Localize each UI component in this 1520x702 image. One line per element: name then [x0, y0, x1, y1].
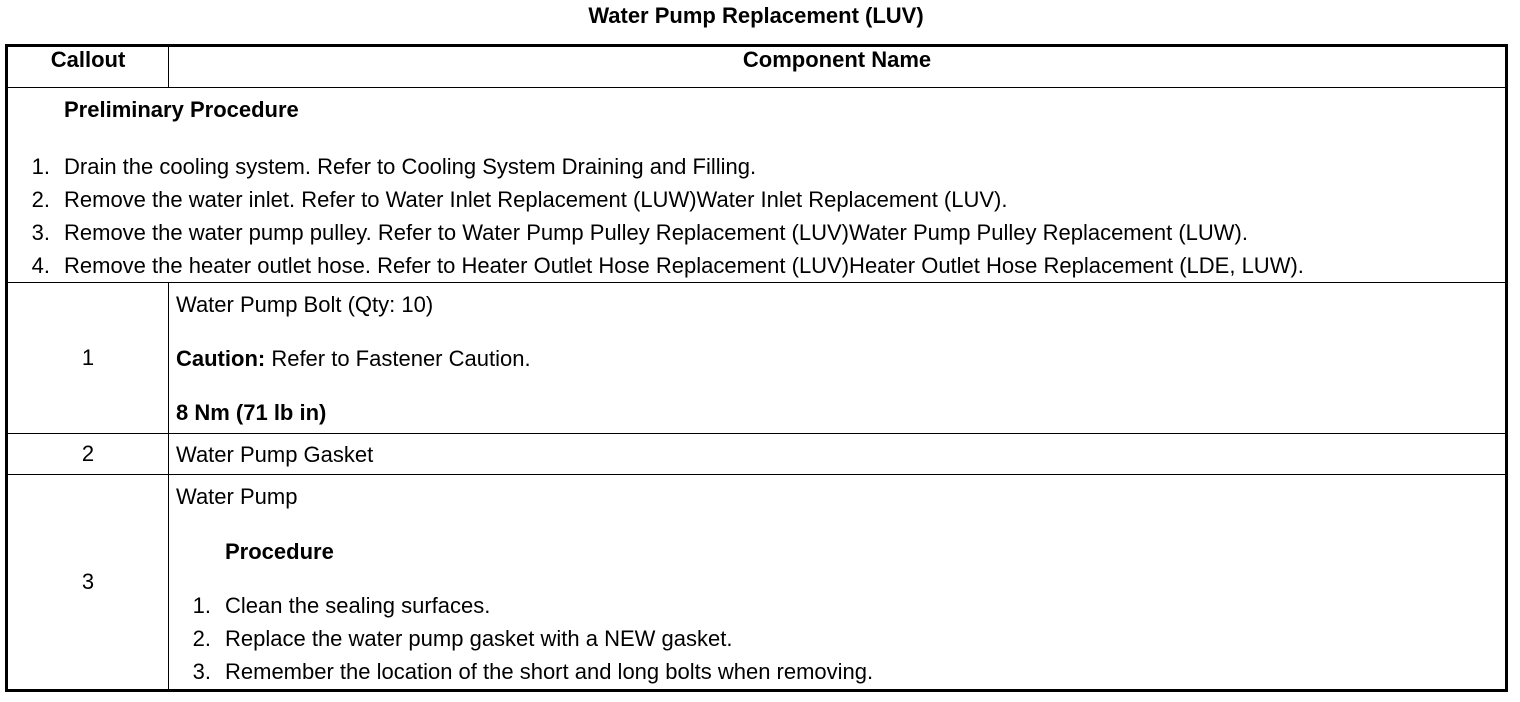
- component-name-column-header: Component Name: [169, 46, 1507, 88]
- step-number: 2.: [31, 187, 50, 212]
- caution-text: Refer to Fastener Caution.: [265, 346, 531, 371]
- step-text: Drain the cooling system. Refer to Cooling System Draining and Filling.: [64, 154, 757, 179]
- list-item: [169, 622, 873, 655]
- step-text: Clean the sealing surfaces.: [225, 593, 491, 618]
- step-text: Replace the water pump gasket with a NEW gasket.: [225, 626, 733, 651]
- callout-cell: 2: [7, 434, 169, 475]
- component-name: Water Pump Gasket: [176, 442, 374, 467]
- callout-cell: 3: [7, 475, 169, 691]
- step-number: 2.: [192, 626, 211, 651]
- table-header-row: [7, 46, 1507, 88]
- step-text: Remove the heater outlet hose. Refer to Heater Outlet Hose Replacement (LUV)Heater Outlet Hose Replacement (LDE, LUW).: [64, 253, 1304, 278]
- step-text: Remove the water pump pulley. Refer to Water Pump Pulley Replacement (LUV)Water Pump Pulley Replacement (LUW).: [64, 220, 1248, 245]
- component-name: Water Pump: [176, 484, 298, 509]
- preliminary-procedure-row: [7, 88, 1507, 283]
- list-item: [8, 150, 1304, 183]
- caution-label: Caution:: [176, 346, 266, 371]
- preliminary-procedure-cell: [7, 88, 1507, 283]
- list-item: [8, 249, 1304, 282]
- component-table: [5, 44, 1508, 692]
- list-item: [169, 655, 873, 688]
- procedure-steps-list: [169, 589, 873, 688]
- table-row: [7, 434, 1507, 475]
- step-number: 3.: [31, 220, 50, 245]
- step-number: 4.: [31, 253, 50, 278]
- document-title: Water Pump Replacement (LUV): [588, 3, 924, 28]
- step-number: 1.: [31, 154, 50, 179]
- component-cell: [169, 475, 1507, 691]
- callout-column-header: Callout: [7, 46, 169, 88]
- torque-spec: 8 Nm (71 lb in): [176, 400, 327, 425]
- list-item: [8, 216, 1304, 249]
- callout-cell: 1: [7, 283, 169, 434]
- component-cell: [169, 283, 1507, 434]
- step-number: 3.: [192, 659, 211, 684]
- preliminary-procedure-heading: Preliminary Procedure: [64, 97, 299, 122]
- component-name: Water Pump Bolt (Qty: 10): [176, 292, 434, 317]
- component-cell: [169, 434, 1507, 475]
- list-item: [169, 589, 873, 622]
- step-number: 1.: [192, 593, 211, 618]
- table-row: [7, 475, 1507, 691]
- step-text: Remember the location of the short and long bolts when removing.: [225, 659, 874, 684]
- preliminary-steps-list: [8, 150, 1304, 282]
- caution-note: [176, 345, 531, 373]
- list-item: [8, 183, 1304, 216]
- step-text: Remove the water inlet. Refer to Water Inlet Replacement (LUW)Water Inlet Replacement (LUV).: [64, 187, 1008, 212]
- table-row: [7, 283, 1507, 434]
- procedure-heading: Procedure: [225, 539, 334, 564]
